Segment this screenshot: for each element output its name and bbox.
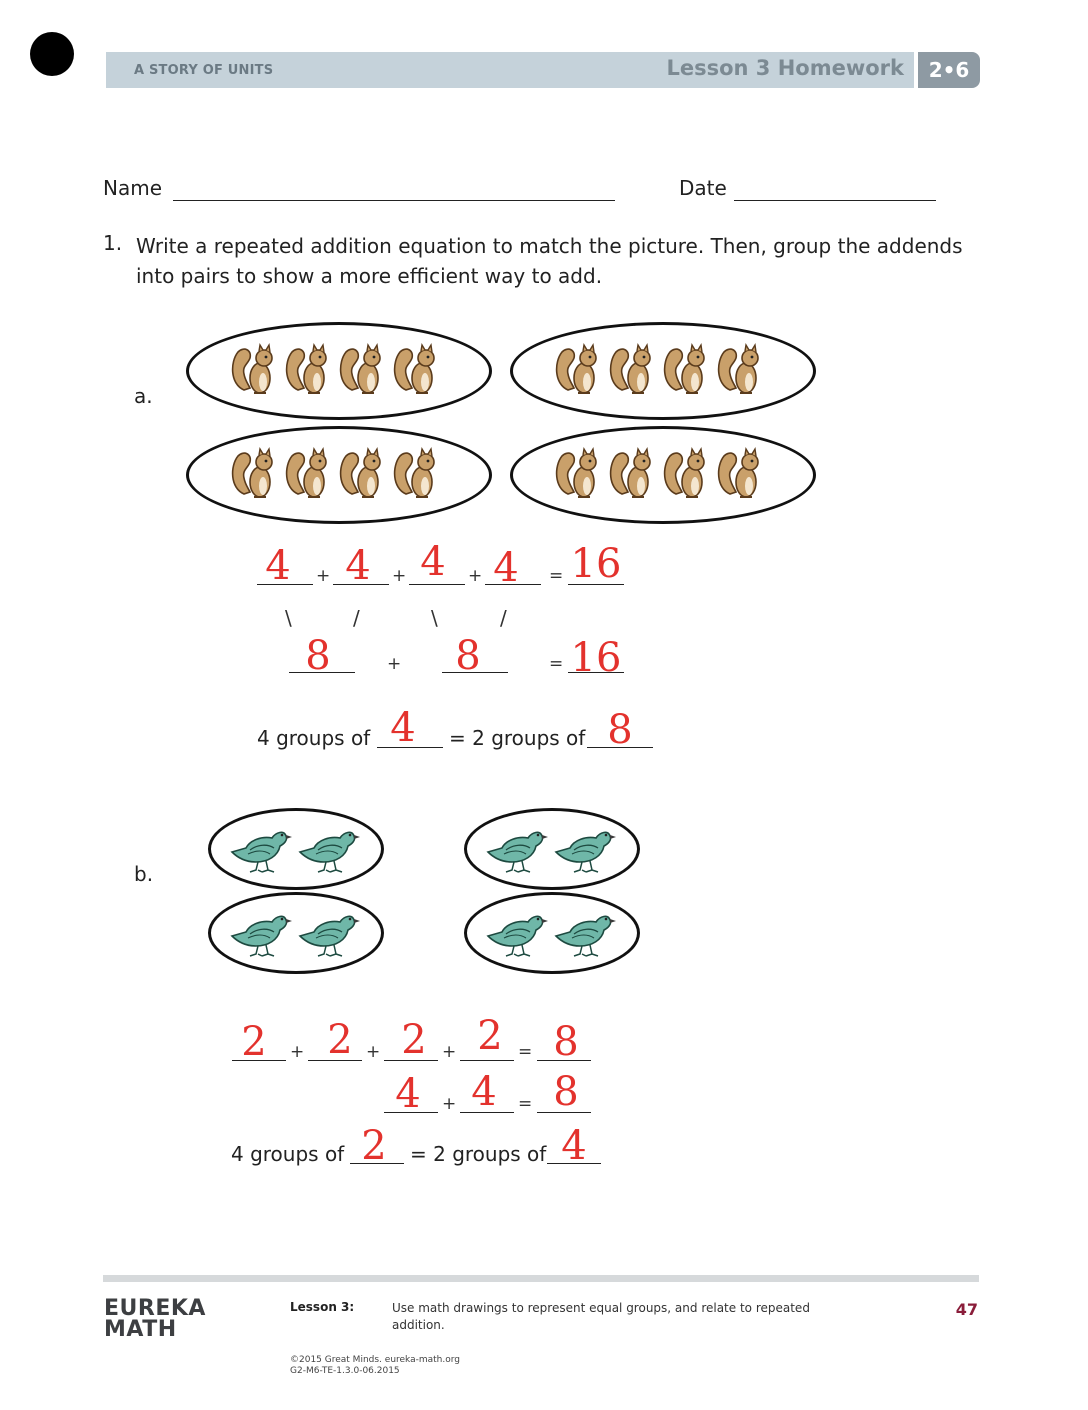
a-pair-sum: 16 — [570, 635, 622, 681]
pigeon-icon — [300, 916, 360, 956]
lesson-title: Lesson 3 Homework — [666, 56, 904, 80]
b-plus-2: + — [366, 1042, 381, 1062]
pigeon-icon — [556, 832, 616, 872]
a-sentence-middle: = 2 groups of — [449, 726, 586, 750]
a-plus-3: + — [468, 566, 483, 586]
pigeon-icon — [488, 832, 548, 872]
page-number: 47 — [955, 1300, 978, 1319]
grade-module-badge: 2•6 — [918, 52, 980, 88]
a-equals-2: = — [549, 654, 564, 674]
b-sentence-answer-2: 4 — [561, 1123, 587, 1169]
a-sentence-answer-2: 8 — [607, 707, 633, 753]
a-pair-slash-4: / — [500, 606, 507, 630]
eureka-math-logo — [104, 1298, 206, 1340]
b-addend-4: 2 — [477, 1013, 503, 1059]
footer-rule — [103, 1275, 979, 1282]
a-addend-4: 4 — [493, 545, 519, 591]
name-label: Name — [103, 176, 163, 200]
b-equals-1: = — [518, 1042, 533, 1062]
logo-line-2: MATH — [104, 1317, 177, 1342]
b-sentence-middle: = 2 groups of — [410, 1142, 547, 1166]
copyright-line: ©2015 Great Minds. eureka-math.org — [290, 1355, 461, 1365]
pigeon-icon — [300, 832, 360, 872]
a-pair-slash-1: \ — [285, 606, 292, 630]
b-addend-2: 2 — [327, 1017, 353, 1063]
b-plus-1: + — [290, 1042, 305, 1062]
footer-lesson-label: Lesson 3: — [290, 1300, 355, 1314]
b-sentence-prefix: 4 groups of — [231, 1142, 345, 1166]
b-addend-blank-4[interactable] — [460, 1060, 514, 1061]
pigeon-icon — [556, 916, 616, 956]
b-pair-sum: 8 — [553, 1069, 579, 1115]
b-addend-1: 2 — [241, 1019, 267, 1065]
a-plus-2: + — [392, 566, 407, 586]
pigeon-icon — [232, 832, 292, 872]
a-pair-2: 8 — [455, 633, 481, 679]
b-plus-3: + — [442, 1042, 457, 1062]
a-addend-1: 4 — [265, 543, 291, 589]
a-pair-slash-2: / — [353, 606, 360, 630]
b-sum: 8 — [553, 1019, 579, 1065]
logo-line-1: EUREKA — [104, 1296, 206, 1321]
b-equals-2: = — [518, 1094, 533, 1114]
b-addend-3: 2 — [401, 1017, 427, 1063]
a-pair-plus: + — [387, 654, 402, 674]
a-addend-2: 4 — [345, 543, 371, 589]
problem-text: Write a repeated addition equation to match the picture. Then, group the addends into pairs to show a more efficient way to add. — [136, 234, 963, 288]
a-pair-slash-3: \ — [431, 606, 438, 630]
footer-lesson-description: Use math drawings to represent equal groups, and relate to repeated addition. — [392, 1301, 810, 1332]
problem-number: 1. — [103, 231, 123, 255]
b-pair-1: 4 — [395, 1071, 421, 1117]
date-label: Date — [679, 176, 727, 200]
document-code: G2-M6-TE-1.3.0-06.2015 — [290, 1366, 400, 1376]
pigeon-icon — [232, 916, 292, 956]
a-plus-1: + — [316, 566, 331, 586]
b-pair-2: 4 — [471, 1069, 497, 1115]
a-sentence-prefix: 4 groups of — [257, 726, 371, 750]
part-b-label: b. — [134, 862, 154, 886]
a-sum: 16 — [570, 541, 622, 587]
b-sentence-answer-1: 2 — [361, 1123, 387, 1169]
b-pair-plus: + — [442, 1094, 457, 1114]
a-pair-1: 8 — [305, 633, 331, 679]
a-equals-1: = — [549, 566, 564, 586]
a-sentence-answer-1: 4 — [390, 705, 416, 751]
series-title: A STORY OF UNITS — [134, 63, 274, 78]
pigeon-icon — [488, 916, 548, 956]
a-addend-3: 4 — [420, 539, 446, 585]
footer-copyright — [290, 1355, 460, 1377]
part-a-label: a. — [134, 384, 153, 408]
